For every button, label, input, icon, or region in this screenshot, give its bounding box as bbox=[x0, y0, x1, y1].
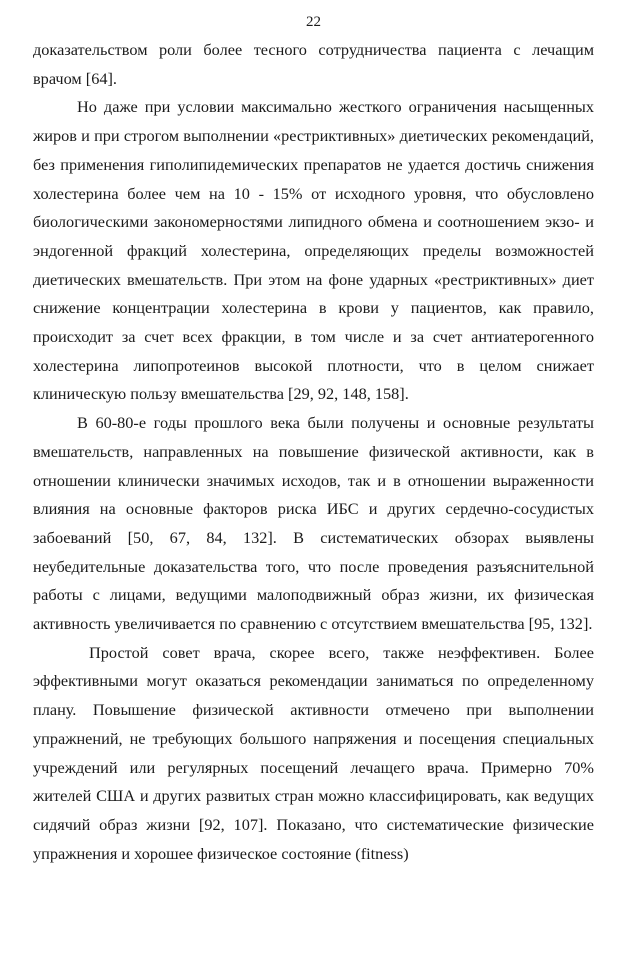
paragraph-physical-activity: В 60-80-е годы прошлого века были получены и основные результаты вмешательств, направленных на повышение физической активности, как в отношении клинически значимых исходов, так и в отношении выраженности влияния на основные факторов риска ИБС и других сердечно-сосудистых забоеваний [50, 67, 84, 132]. В систематических обзорах выявлены неубедительные доказательства того, что после проведения разъяснительной работы с лицами, ведущими малоподвижный образ жизни, их физическая активность увеличивается по сравнению с отсутствием вмешательства [95, 132]. bbox=[33, 413, 594, 634]
paragraph-diet-restrictions: Но даже при условии максимально жесткого ограничения насыщенных жиров и при строгом выполнении «рестриктивных» диетических рекомендаций, без применения гиполипидемических препаратов не удается достичь снижения холестерина более чем на 10 - 15% от исходного уровня, что обусловлено биологическими закономерностями липидного обмена и соотношением экзо- и эндогенной фракций холестерина, определяющих пределы возможностей диетических вмешательств. При этом на фоне ударных «рестриктивных» диет снижение концентрации холестерина в крови у пациентов, как правило, происходит за счет всех фракции, в том числе и за счет антиатерогенного холестерина липопротеинов высокой плотности, что в целом снижает клиническую пользу вмешательства [29, 92, 148, 158]. bbox=[33, 97, 594, 404]
paragraph-continuation: доказательством роли более тесного сотрудничества пациента с лечащим врачом [64]. bbox=[33, 40, 594, 88]
page-number: 22 bbox=[306, 14, 321, 30]
document-body bbox=[33, 36, 594, 868]
paragraph-doctor-advice: Простой совет врача, скорее всего, также неэффективен. Более эффективными могут оказаться рекомендации заниматься по определенному плану. Повышение физической активности отмечено при выполнении упражнений, не требующих большого напряжения и посещения специальных учреждений или регулярных посещений лечащего врача. Примерно 70% жителей США и других развитых стран можно классифицировать, как ведущих сидячий образ жизни [92, 107]. Показано, что систематические физические упражнения и хорошее физическое состояние (fitness) bbox=[33, 642, 594, 863]
